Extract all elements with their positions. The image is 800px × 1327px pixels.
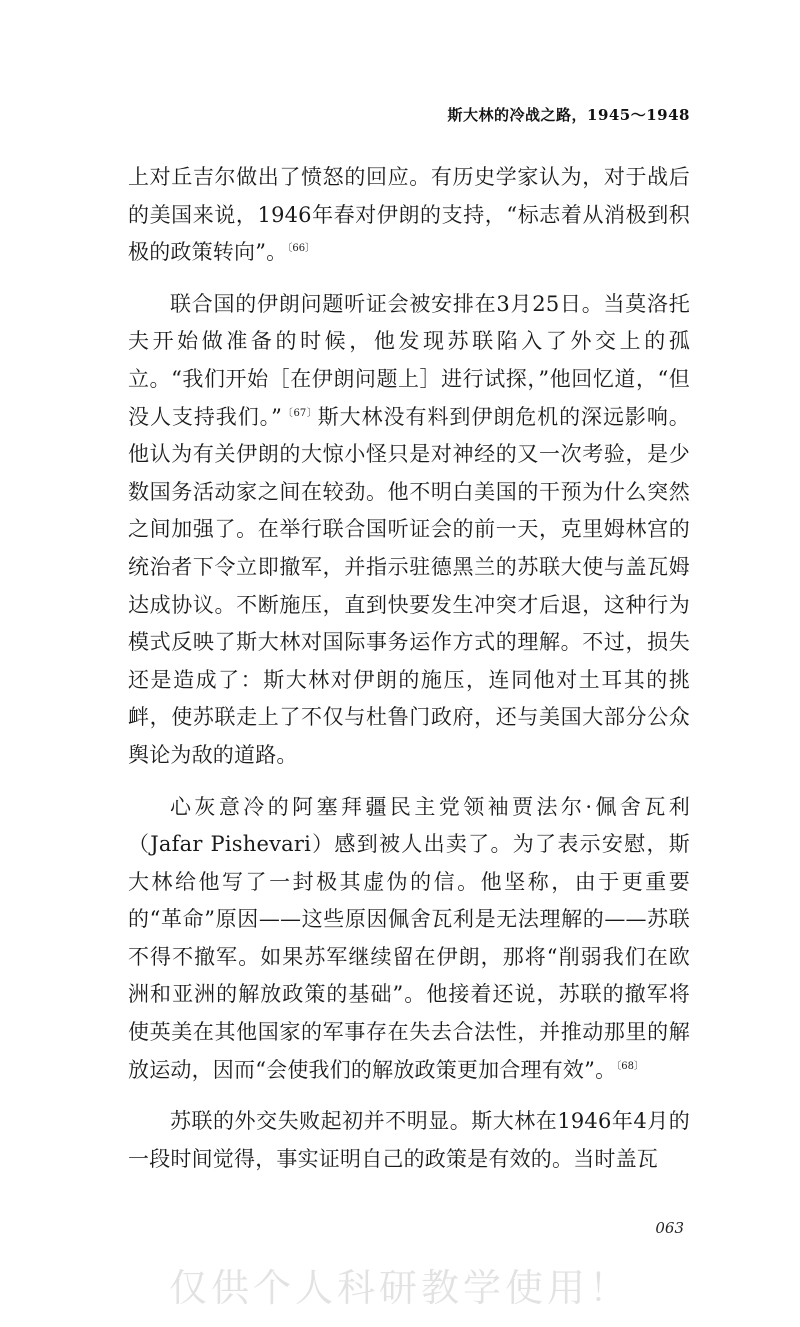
paragraph-text: 心灰意冷的阿塞拜疆民主党领袖贾法尔·佩舍瓦利（Jafar Pishevari）感到被人出卖了。为了表示安慰，斯大林给他写了一封极其虚伪的信。他坚称，由于更重要的“革命”原因——这些原因佩舍瓦利是无法理解的——苏联不得不撤军。如果苏军继续留在伊朗，那将“削弱我们在欧洲和亚洲的解放政策的基础”。他接着还说，苏联的撤军将使英美在其他国家的军事存在失去合法性，并推动那里的解放运动，因而“会使我们的解放政策更加合理有效”。 bbox=[128, 794, 690, 1082]
body-text bbox=[128, 159, 690, 1192]
watermark: 仅供个人科研教学使用！ bbox=[168, 1266, 631, 1310]
paragraph-text: 苏联的外交失败起初并不明显。斯大林在1946年4月的一段时间觉得，事实证明自己的政策是有效的。当时盖瓦 bbox=[128, 1109, 690, 1171]
footnote-marker: 〔68〕 bbox=[616, 1060, 645, 1072]
running-header: 斯大林的冷战之路，1945～1948 bbox=[447, 106, 690, 124]
paragraph-text: 联合国的伊朗问题听证会被安排在3月25日。当莫洛托夫开始做准备的时候，他发现苏联陷入了外交上的孤立。“我们开始［在伊朗问题上］进行试探，”他回忆道，“但没人支持我们。” bbox=[128, 291, 690, 429]
page-number: 063 bbox=[655, 1219, 684, 1237]
paragraph-text: 斯大林没有料到伊朗危机的深远影响。他认为有关伊朗的大惊小怪只是对神经的又一次考验，是少数国务活动家之间在较劲。他不明白美国的干预为什么突然之间加强了。在举行联合国听证会的前一天，克里姆林宫的统治者下令立即撤军，并指示驻德黑兰的苏联大使与盖瓦姆达成协议。不断施压，直到快要发生冲突才后退，这种行为模式反映了斯大林对国际事务运作方式的理解。不过，损失还是造成了：斯大林对伊朗的施压，连同他对土耳其的挑衅，使苏联走上了不仅与杜鲁门政府，还与美国大部分公众舆论为敌的道路。 bbox=[128, 404, 690, 767]
footnote-marker: 〔66〕 bbox=[287, 243, 316, 255]
paragraph bbox=[128, 159, 690, 272]
paragraph-text: 上对丘吉尔做出了愤怒的回应。有历史学家认为，对于战后的美国来说，1946年春对伊朗的支持，“标志着从消极到积极的政策转向”。 bbox=[128, 165, 690, 265]
paragraph bbox=[128, 789, 690, 1090]
paragraph bbox=[128, 286, 690, 775]
footnote-marker: 〔67〕 bbox=[282, 407, 318, 419]
paragraph bbox=[128, 1103, 690, 1178]
